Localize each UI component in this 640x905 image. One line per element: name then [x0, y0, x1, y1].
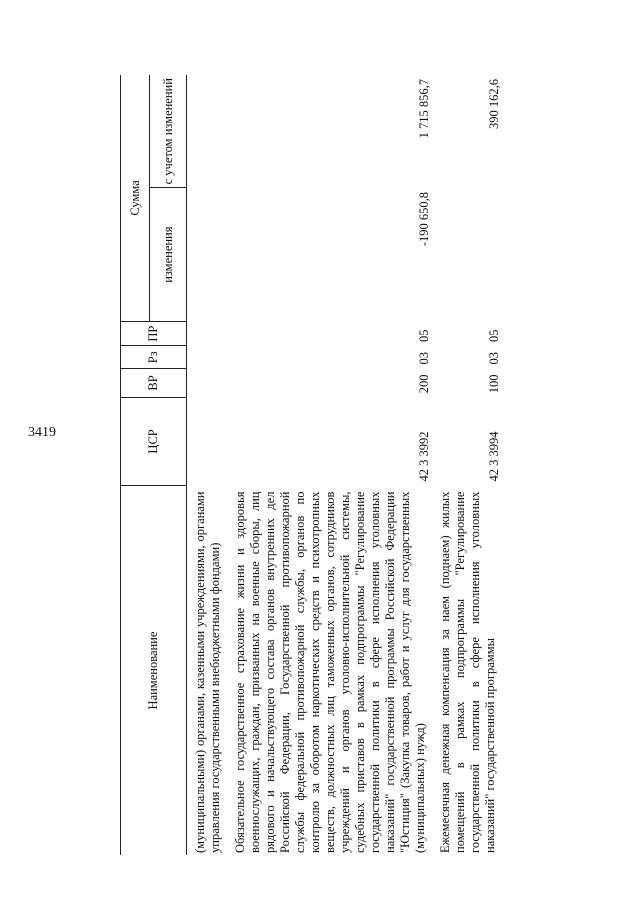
row-total [187, 75, 228, 188]
row-name: Обязательное государственное страхование жизни и здоровья военнослужащих, граждан, призванных на военные сборы, лиц рядового и начальствующего состава органов внутренних дел Российской Федерации, Государственной противопожарной службы федеральной противопожарной службы, органов по контролю за оборотом наркотических средств и психотропных веществ, должностных лиц таможенных органов, сотрудников учреждений и органов уголовно-исполнительной системы, судебных приставов в рамках подпрограммы "Регулирование государственной политики в сфере исполнения уголовных наказаний" государственной программы Российской Федерации "Юстиция" (Закупка товаров, работ и услуг для государственных (муниципальных) нужд) [233, 491, 427, 853]
row-total: 1 715 856,7 [417, 79, 431, 139]
page-number: 3419 [28, 425, 56, 440]
row-pr: 05 [417, 329, 431, 342]
table-row [227, 75, 432, 855]
header-sum: Сумма [121, 75, 150, 321]
row-name: Ежемесячная денежная компенсация за наем (поднаем) жилых помещений в рамках подпрограммы "Регулирование государственной политики в сфере исполнения уголовных наказаний" государственной программы [438, 491, 497, 853]
row-rz: 03 [417, 352, 431, 365]
row-vr [187, 369, 228, 398]
row-name: (муниципальными) органами, казенными учреждениями, органами управления государственными внебюджетными фондами) [193, 491, 222, 853]
row-change [432, 188, 502, 321]
row-rz [187, 346, 228, 369]
header-name: Наименование [121, 486, 187, 855]
row-csr: 42 3 3994 [487, 431, 501, 482]
header-csr: ЦСР [121, 397, 187, 485]
budget-table [120, 75, 502, 855]
row-vr: 200 [417, 374, 431, 394]
row-csr: 42 3 3992 [417, 431, 431, 482]
header-vr: ВР [121, 369, 187, 398]
row-vr: 100 [487, 374, 501, 394]
row-rz: 03 [487, 352, 501, 365]
row-total: 390 162,6 [487, 79, 501, 129]
header-rz: Рз [121, 346, 187, 369]
header-row [121, 75, 150, 855]
row-change [187, 188, 228, 321]
row-change: -190 650,8 [417, 191, 431, 247]
header-changes: изменения [150, 188, 187, 321]
header-pr: ПР [121, 321, 187, 346]
row-pr: 05 [487, 329, 501, 342]
table-row [432, 75, 502, 855]
rotated-budget-table [120, 75, 560, 855]
row-pr [187, 321, 228, 346]
table-row [187, 75, 228, 855]
row-csr [187, 397, 228, 485]
header-with-changes: с учетом изменений [150, 75, 187, 188]
